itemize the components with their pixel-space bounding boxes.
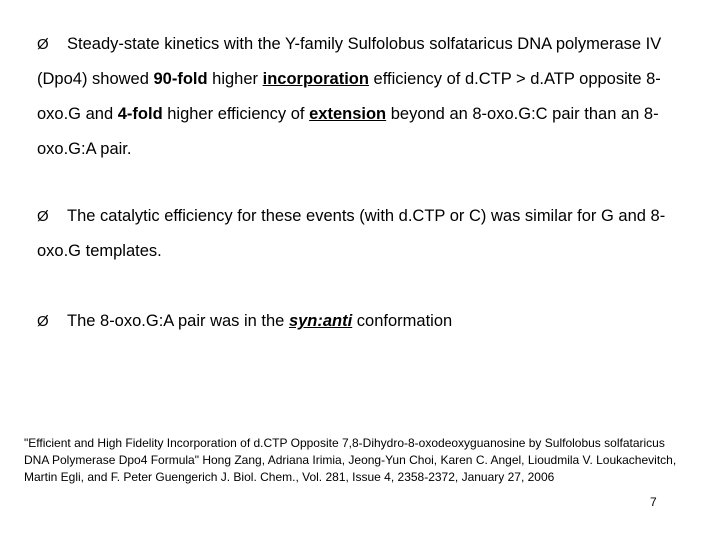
- bullet-arrow-icon: Ø: [37, 313, 49, 330]
- bullet-arrow-icon: Ø: [37, 36, 49, 53]
- bullet-conformation: Ø The 8-oxo.G:A pair was in the syn:anti conformation: [37, 304, 697, 339]
- bullet-kinetics: Ø Steady-state kinetics with the Y-family Sulfolobus solfataricus DNA polymerase IV (Dpo4) showed 90-fold higher incorporation efficiency of d.CTP > d.ATP opposite 8-oxo.G and 4-fold higher efficiency of extension beyond an 8-oxo.G:C pair than an 8-oxo.G:A pair.: [37, 27, 697, 167]
- bullet-arrow-icon: Ø: [37, 208, 49, 225]
- bullet-catalytic-efficiency: Ø The catalytic efficiency for these events (with d.CTP or C) was similar for G and 8-oxo.G templates.: [37, 199, 697, 269]
- page-number: 7: [650, 495, 657, 509]
- citation: "Efficient and High Fidelity Incorporation of d.CTP Opposite 7,8-Dihydro-8-oxodeoxyguanosine by Sulfolobus solfataricus DNA Polymerase Dpo4 Formula" Hong Zang, Adriana Irimia, Jeong-Yun Choi, Karen C. Angel, Lioudmila V. Loukachevitch, Martin Egli, and F. Peter Guengerich J. Biol. Chem., Vol. 281, Issue 4, 2358-2372, January 27, 2006: [24, 436, 677, 484]
